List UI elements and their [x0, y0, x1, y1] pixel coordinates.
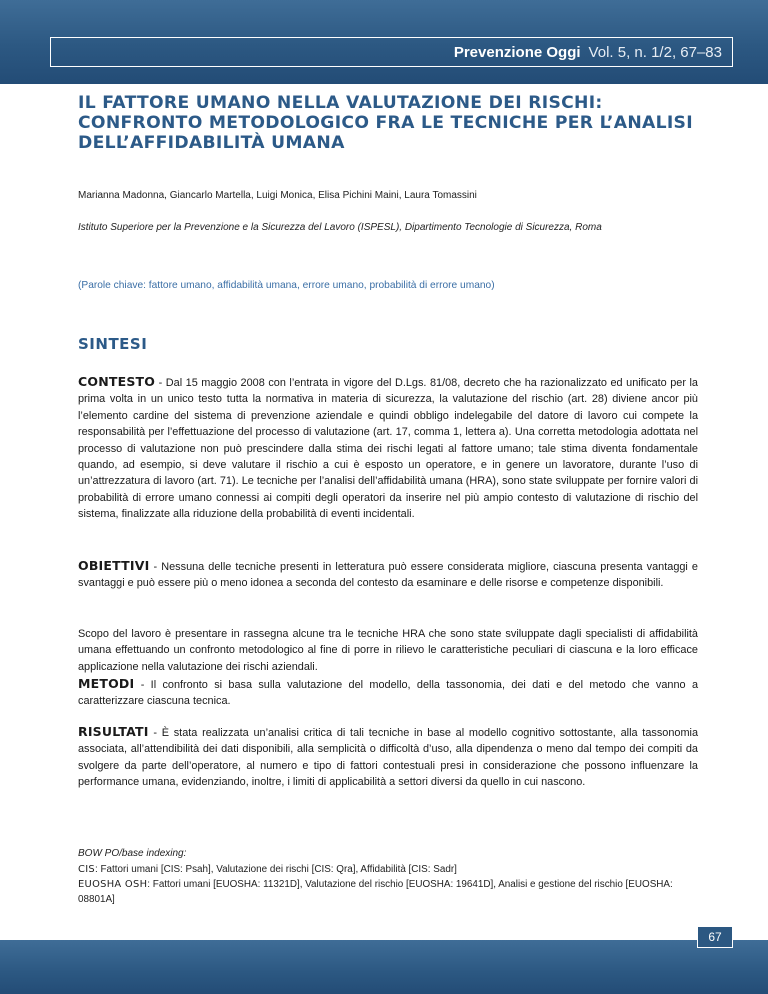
- indexing-cis-label: CIS: [78, 864, 95, 875]
- article-keywords: (Parole chiave: fattore umano, affidabilità umana, errore umano, probabilità di errore umano): [78, 280, 495, 291]
- text-obiettivi: - Nessuna delle tecniche presenti in letteratura può essere considerata migliore, ciascuna presenta vantaggi e svantaggi e può essere più o meno idonea a seconda del contesto da esaminare e delle risorse e competenze disponibili.: [78, 561, 698, 590]
- journal-issue: Vol. 5, n. 1/2, 67–83: [588, 43, 722, 61]
- text-contesto: - Dal 15 maggio 2008 con l’entrata in vigore del D.Lgs. 81/08, decreto che ha razionalizzato ed unificato per la prima volta in un unico testo tutta la normativa in materia di sicurezza, la valutazione del rischio (art. 28) diviene ancor più l’elemento cardine del sistema di prevenzione aziendale e quindi obbligo indelegabile del datore di lavoro cui compete la responsabilità per l’effettuazione del processo di valutazione (art. 17, comma 1, lettera a). Una corretta metodologia adottata nel processo di valutazione non può prescindere dalla stima dei rischi legati al fattore umano; tale stima diventa fondamentale quando, ad esempio, si deve valutare il rischio a cui è esposto un operatore, e in genere un lavoratore, durante l’uso di un’attrezzatura di lavoro (art. 71). Le tecniche per l’analisi dell’affidabilità umana (HRA), sono state sviluppate per fornire valori di probabilità di errore umano connessi ai compiti degli operatori da inserire nel più ampio contesto di valutazione di rischio del sistema, finalizzate alla riduzione della probabilità di eventi incidentali.: [78, 377, 698, 521]
- header-band: [0, 0, 768, 84]
- journal-header: [50, 37, 733, 67]
- section-heading-sintesi: SINTESI: [78, 335, 148, 353]
- indexing-euosha-label: EUOSHA OSH: [78, 879, 148, 890]
- paragraph-risultati: [78, 724, 698, 791]
- article-affiliation: Istituto Superiore per la Prevenzione e la Sicurezza del Lavoro (ISPESL), Dipartimento Tecnologie di Sicurezza, Roma: [78, 222, 602, 233]
- paragraph-obiettivi: [78, 558, 698, 592]
- lead-contesto: CONTESTO: [78, 374, 156, 389]
- article-authors: Marianna Madonna, Giancarlo Martella, Luigi Monica, Elisa Pichini Maini, Laura Tomassini: [78, 190, 477, 201]
- paragraph-metodi: [78, 676, 698, 710]
- indexing-euosha-text: : Fattori umani [EUOSHA: 11321D], Valutazione del rischio [EUOSHA: 19641D], Analisi e gestione del rischio [EUOSHA: 08801A]: [78, 879, 673, 905]
- lead-risultati: RISULTATI: [78, 724, 149, 739]
- lead-obiettivi: OBIETTIVI: [78, 558, 150, 573]
- paragraph-obiettivi-scopo: Scopo del lavoro è presentare in rassegna alcune tra le tecniche HRA che sono state sviluppate dagli specialisti di affidabilità umana effettuando un confronto metodologico al fine di porre in rilievo le caratteristiche peculiari di ciascuna e la loro efficace applicazione nella valutazione dei rischi aziendali.: [78, 628, 698, 673]
- journal-name: Prevenzione Oggi: [453, 43, 581, 61]
- text-risultati: - È stata realizzata un’analisi critica di tali tecniche in base al modello cognitivo sottostante, alla tassonomia associata, all’attendibilità dei dati disponibili, alla semplicità o difficoltà d’uso, alla dipendenza o meno dal tempo dei compiti da svolgere da parte dell’operatore, al numero e tipo di fattori contestuali presi in considerazione che possono influenzare la performance umana, evidenziando, inoltre, i limiti di applicabilità a settori diversi da quello in cui nascono.: [78, 727, 698, 789]
- indexing-euosha: [78, 877, 703, 907]
- page-number: 67: [697, 926, 733, 948]
- article-title: IL FATTORE UMANO NELLA VALUTAZIONE DEI RISCHI: CONFRONTO METODOLOGICO FRA LE TECNICHE PER L’ANALISI DELL’AFFIDABILITÀ UMANA: [78, 93, 693, 153]
- indexing-cis: [78, 862, 703, 877]
- indexing-cis-text: : Fattori umani [CIS: Psah], Valutazione dei rischi [CIS: Qra], Affidabilità [CIS: Sadr]: [94, 864, 457, 875]
- footer-band: [0, 940, 768, 994]
- text-metodi: - Il confronto si basa sulla valutazione del modello, della tassonomia, dei dati e del metodo che vanno a caratterizzare ciascuna tecnica.: [78, 679, 698, 708]
- indexing-title: BOW PO/base indexing:: [78, 848, 187, 859]
- lead-metodi: METODI: [78, 676, 135, 691]
- paragraph-contesto: [78, 374, 698, 523]
